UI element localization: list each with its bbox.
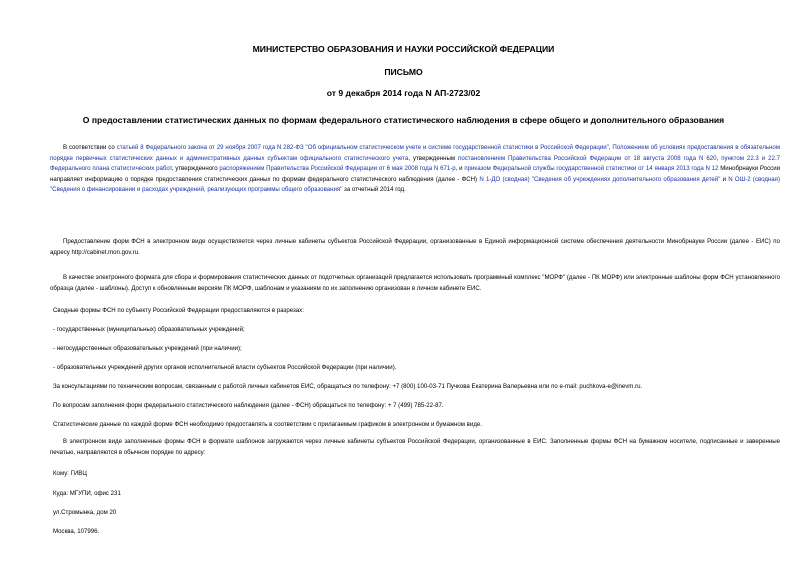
paragraph-electronic-format: В качестве электронного формата для сбора и формирования статистических данных от подотчетных организаций предлагается использовать программный комплекс "МОРФ" (далее - ПК МОРФ) или электронные шаблоны форм ФСН установленного образца (далее - шаблоны). Доступ к обновленным версиям ПК МОРФ, шаблонам и указаниям по их заполнению организован в личном кабинете ЕИС.	[50, 274, 780, 292]
link-federal-law-282[interactable]: статьей 8 Федерального закона от 29 ноября 2007 года N 282-ФЗ "Об официальном статистическом учете и системе государственной статистики в Российской Федерации"	[116, 144, 609, 151]
paragraph-schedule: Статистические данные по каждой форме ФСН необходимо предоставлять в соответствии с прилагаемым графиком в электронном и бумажном виде.	[53, 421, 482, 428]
paragraph-breakdown-intro: Сводные формы ФСН по субъекту Российской Федерации предоставляются в разрезах:	[53, 307, 304, 314]
paragraph-legal-basis	[50, 143, 780, 196]
link-government-decree-620[interactable]: постановлением Правительства Российской Федерации от 18 августа 2008 года N 620	[458, 154, 717, 162]
list-item-state-institutions: - государственных (муниципальных) образовательных учреждений;	[53, 326, 245, 333]
link-statistical-plan-items[interactable]: пунктом 22.3 и 22.7 Федерального плана статистических работ	[50, 154, 781, 173]
address-city: Москва, 107996.	[53, 528, 100, 535]
link-regulation-conditions[interactable]: Положением об условиях предоставления в обязательном порядке первичных статистических данных и административных данных субъектам официального статистического учета	[50, 144, 780, 162]
ministry-heading: МИНИСТЕРСТВО ОБРАЗОВАНИЯ И НАУКИ РОССИЙСКОЙ ФЕДЕРАЦИИ	[252, 44, 555, 54]
document-date-number: от 9 декабря 2014 года N АП-2723/02	[326, 88, 481, 98]
text-run: ,	[716, 154, 722, 162]
list-item-other-authorities: - образовательных учреждений других органов исполнительной власти субъектов Российской Федерации (при наличии).	[53, 364, 397, 371]
link-form-osh-2[interactable]: N ОШ-2 (сводная) "Сведения о финансировании и расходах учреждений, реализующих программы общего образования"	[50, 175, 781, 194]
list-item-non-state-institutions: - негосударственных образовательных учреждений (при наличии);	[53, 345, 242, 352]
paragraph-technical-support: За консультациями по техническим вопросам, связанным с работой личных кабинетов ЕИС, обращаться по телефону: +7 (800) 100-03-71 Пучкова Екатерина Валерьевна или по e-mail: puchkova-e@inevm.ru.	[53, 383, 643, 390]
link-form-1-do[interactable]: N 1-ДО (сводная) "Сведения об учреждениях дополнительного образования детей"	[479, 175, 721, 183]
document-type: ПИСЬМО	[384, 67, 423, 77]
text-run: В соответствии со	[63, 144, 117, 151]
address-street: ул.Стромынка, дом 20	[53, 509, 117, 516]
link-rosstat-order-12[interactable]: приказом Федеральной службы государственной статистики от 14 января 2013 года N 12	[464, 165, 719, 173]
text-run: ,	[608, 144, 613, 151]
text-run: Минобрнауки России направляет информацию о порядке предоставления статистических данных по формам федерального статистического наблюдения (далее - ФСН)	[50, 165, 781, 183]
text-run: и	[720, 175, 729, 183]
text-run: , и	[455, 165, 465, 173]
text-run: , утвержденного	[171, 165, 220, 173]
paragraph-form-questions: По вопросам заполнения форм федерального статистического наблюдения (далее - ФСН) обращаться по телефону: + 7 (499) 785-22-87.	[53, 402, 444, 409]
paragraph-electronic-submission: Предоставление форм ФСН в электронном виде осуществляется через личные кабинеты субъектов Российской Федерации, организованные в Единой информационной системе обеспечения деятельности Минобрнауки России (далее - ЕИС) по адресу http://cabinet.mon.gov.ru.	[50, 238, 780, 256]
address-recipient: Кому: ГИВЦ	[53, 470, 87, 477]
text-run: за отчетный 2014 год.	[342, 186, 406, 194]
address-office: Куда: МГУПИ, офис 231	[53, 490, 121, 497]
paragraph-paper-submission: В электронном виде заполненные формы ФСН в формате шаблонов загружаются через личные кабинеты субъектов Российской Федерации, организованные в ЕИС. Заполненные формы ФСН на бумажном носителе, подписанные и заверенные печатью, направляются в обычном порядке по адресу:	[50, 438, 780, 456]
text-run: , утвержденным	[408, 154, 459, 162]
link-government-order-671[interactable]: распоряжением Правительства Российской Федерации от 6 мая 2008 года N 671-р	[219, 165, 456, 173]
document-title: О предоставлении статистических данных по формам федерального статистического наблюдения в сфере общего и дополнительного образования	[82, 115, 725, 125]
